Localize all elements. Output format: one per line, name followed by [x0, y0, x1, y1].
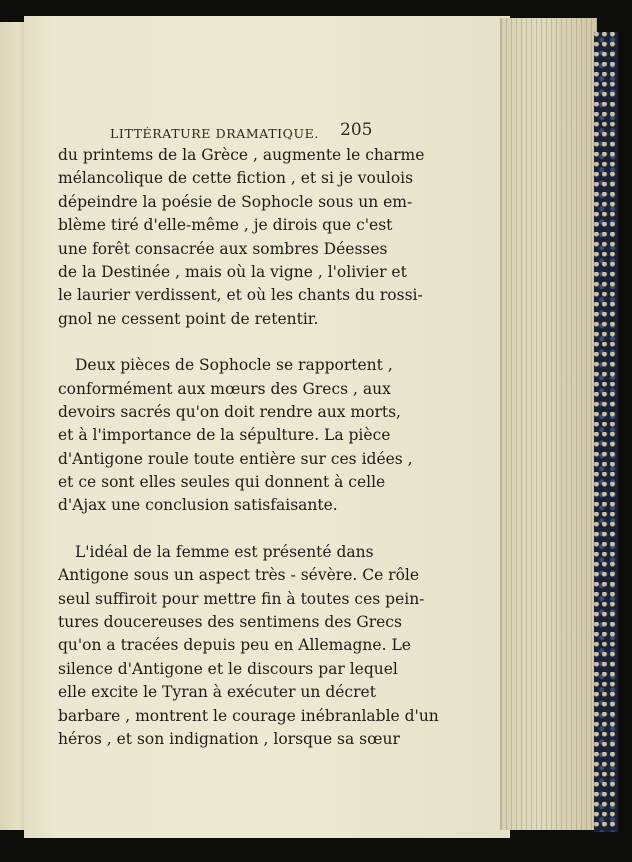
running-header [92, 116, 372, 144]
text-line: conformément aux mœurs des Grecs , aux [58, 379, 391, 398]
text-line: Deux pièces de Sophocle se rapportent , [75, 356, 393, 375]
text-line: Antigone sous un aspect très - sévère. Ce rôle [58, 566, 420, 585]
text-line: d'Antigone roule toute entière sur ces idées , [58, 449, 413, 468]
paragraph-3 [58, 541, 439, 752]
running-title: LITTÉRATURE DRAMATIQUE. [110, 126, 319, 141]
paragraph-1 [58, 144, 425, 331]
text-line: tures doucereuses des sentimens des Grecs [58, 613, 402, 632]
text-line: une forêt consacrée aux sombres Déesses [58, 239, 388, 258]
text-line: du printems de la Grèce , augmente le charme [58, 146, 425, 164]
paragraph-2 [58, 354, 413, 518]
text-line: devoirs sacrés qu'on doit rendre aux morts, [58, 402, 401, 421]
text-line: elle excite le Tyran à exécuter un décret [58, 683, 376, 702]
text-line: le laurier verdissent, et où les chants du rossi- [58, 286, 423, 305]
paragraph-gap [58, 518, 370, 541]
text-line: L'idéal de la femme est présenté dans [75, 542, 374, 561]
text-line: et à l'importance de la sépulture. La pièce [58, 426, 391, 445]
marbled-cover [594, 32, 618, 832]
text-line: d'Ajax une conclusion satisfaisante. [58, 496, 338, 515]
text-line: de la Destinée , mais où la vigne , l'olivier et [58, 262, 407, 281]
text-line: héros , et son indignation , lorsque sa sœur [58, 729, 400, 748]
page-edges [500, 18, 597, 830]
text-line: silence d'Antigone et le discours par lequel [58, 659, 398, 678]
text-line: qu'on a tracées depuis peu en Allemagne. Le [58, 636, 411, 655]
paragraph-gap [58, 331, 370, 354]
text-line: mélancolique de cette fiction , et si je voulois [58, 169, 414, 188]
text-line: et ce sont elles seules qui donnent à celle [58, 473, 386, 492]
text-line: blème tiré d'elle-même , je dirois que c'est [58, 216, 393, 235]
text-line: dépeindre la poésie de Sophocle sous un em- [58, 192, 413, 211]
text-line: gnol ne cessent point de retentir. [58, 309, 319, 328]
page-number: 205 [340, 120, 373, 140]
text-line: barbare , montrent le courage inébranlable d'un [58, 706, 439, 725]
body-text [58, 144, 439, 751]
text-line: seul suffiroit pour mettre fin à toutes ces pein- [58, 589, 425, 608]
